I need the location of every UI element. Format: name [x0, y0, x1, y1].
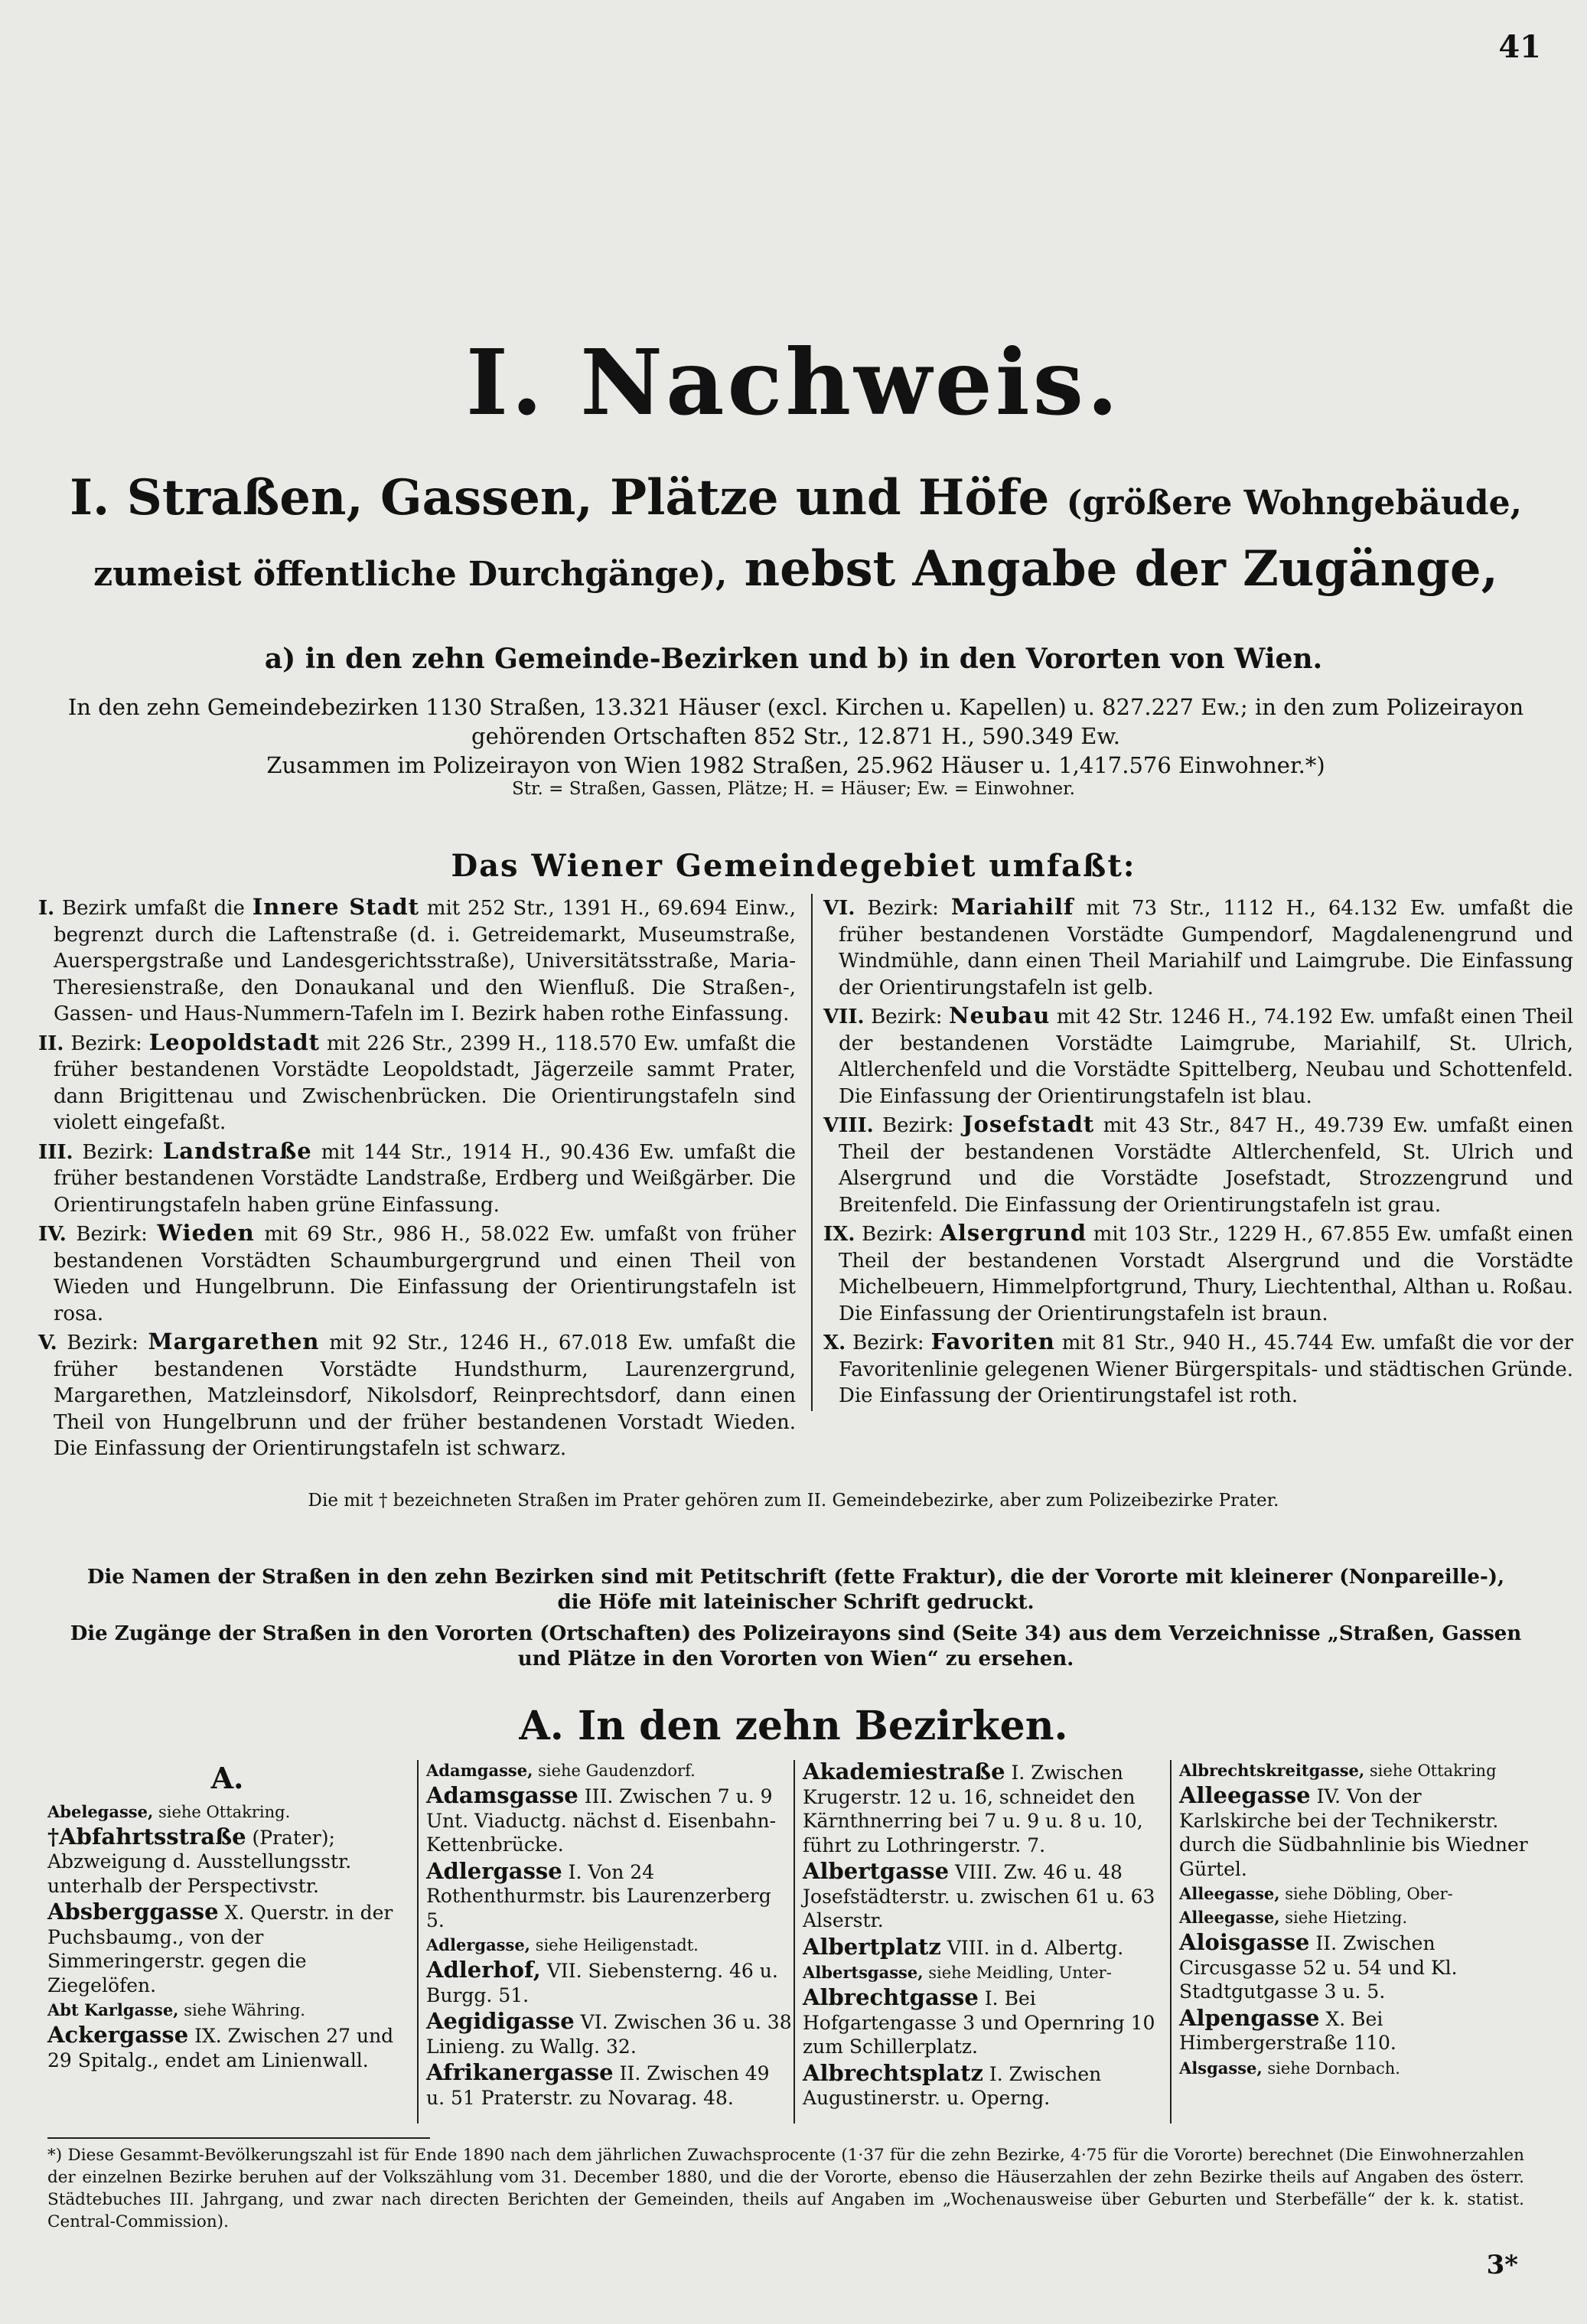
- subtitle-rest: nebst Angabe der Zugänge,: [744, 540, 1498, 598]
- district-description: mit 226 Str., 2399 H., 118.570 Ew. umfaßt die früher bestandenen Vorstädte Leopoldstadt, Jägerzeile sammt Prater, dann Brigittenau und Zwischenbrücken. Die Orientirungstafeln sind violett eingefaßt.: [54, 1032, 796, 1134]
- street-name: Albertplatz: [803, 1933, 941, 1960]
- street-column-4: [1170, 1760, 1539, 2124]
- street-description: siehe Döbling, Ober-: [1285, 1885, 1453, 1903]
- street-description: siehe Währing.: [184, 2001, 305, 2019]
- street-entry: [47, 2023, 407, 2072]
- street-name: Akademiestraße: [803, 1758, 1005, 1785]
- district-name: Margarethen: [148, 1328, 320, 1354]
- street-description: I. Bei Hofgartengasse 3 und Opernring 10 zum Schillerplatz.: [803, 1987, 1155, 2058]
- street-name: Afrikanergasse: [426, 2059, 614, 2085]
- street-description: II. Zwischen 49 u. 51 Praterstr. zu Novarag. 48.: [426, 2062, 770, 2109]
- district-description: mit 144 Str., 1914 H., 90.436 Ew. umfaßt die früher bestandenen Vorstädte Landstraße, Erdberg und Weißgärber. Die Orientirungstafeln haben grüne Einfassung.: [54, 1140, 797, 1217]
- street-name: Alpengasse: [1179, 2004, 1320, 2031]
- subtitle-paren: (größere Wohngebäude, zumeist öffentliche Durchgänge),: [93, 484, 1522, 594]
- district-number: VI.: [823, 897, 855, 920]
- footnote: *) Diese Gesammt-Bevölkerungszahl ist für Ende 1890 nach dem jährlichen Zuwachsprocente (1·37 für die zehn Bezirke, 4·75 für die Vororte) berechnet (Die Einwohnerzahlen der einzelnen Bezirke beruhen auf der Volkszählung vom 31. December 1880, und die der Vororte, ebenso die Häuserzahlen der zehn Bezirke theils auf Angaben des österr. Städtebuches III. Jahrgang, und zwar nach directen Berichten der Gemeinden, theils auf Angaben im „Wochenausweise über Geburten und Sterbefälle“ der k. k. statist. Central-Commission).: [47, 2146, 1524, 2231]
- district-entry: [38, 1138, 796, 1219]
- district-description: mit 92 Str., 1246 H., 67.018 Ew. umfaßt die früher bestandenen Vorstädte Hundsthurm, Laurenzergrund, Margarethen, Matzleinsdorf, Nikolsdorf, Reinprechtsdorf, dann einen Theil von Hungelbrunn und der früher bestandenen Vorstadt Wieden. Die Einfassung der Orientirungstafeln ist schwarz.: [54, 1331, 796, 1460]
- street-entry: [426, 1958, 794, 2007]
- district-name: Landstraße: [162, 1137, 312, 1164]
- district-number: III.: [38, 1140, 73, 1164]
- street-entry: [1179, 1883, 1539, 1905]
- street-name: Adlergasse,: [426, 1935, 530, 1954]
- street-description: VIII. Zw. 46 u. 48 Josefstädterstr. u. zwischen 61 u. 63 Alserstr.: [803, 1861, 1155, 1931]
- district-description: mit 69 Str., 986 H., 58.022 Ew. umfaßt von früher bestandenen Vorstädten Schaumburgergrund und einen Theil von Wieden und Hungelbrunn. Die Einfassung der Orientirungstafeln ist rosa.: [54, 1223, 797, 1325]
- districts-left-column: [38, 894, 796, 1464]
- district-entry: [38, 1029, 796, 1136]
- street-name: Abt Karlgasse,: [47, 2000, 179, 2019]
- district-prefix: Bezirk:: [871, 1006, 943, 1028]
- street-name: Abelegasse,: [47, 1801, 154, 1821]
- street-name: Alleegasse: [1179, 1782, 1311, 1808]
- street-description: I. Von 24 Rothenthurmstr. bis Laurenzerberg 5.: [426, 1860, 771, 1931]
- typography-notes: [69, 1565, 1523, 1678]
- street-entry: [47, 1801, 407, 1823]
- footnote-rule: [47, 2137, 430, 2139]
- street-description: siehe Heiligenstadt.: [535, 1936, 699, 1954]
- street-entry: [47, 2000, 407, 2021]
- street-column-1: [47, 1760, 407, 2124]
- street-column-2: [417, 1760, 794, 2124]
- street-description: II. Zwischen Circusgasse 52 u. 54 und Kl. Stadtgutgasse 3 u. 5.: [1179, 1932, 1458, 2003]
- district-entry: [38, 1220, 796, 1327]
- street-description: X. Querstr. in der Puchsbaumg., von der Simmeringerstr. gegen die Ziegelöfen.: [47, 1902, 393, 1996]
- district-entry: [38, 894, 796, 1028]
- street-entry: [1179, 2006, 1539, 2055]
- street-entry: [803, 2059, 1170, 2111]
- street-entry: [1179, 1931, 1539, 2004]
- street-entry: [426, 1784, 794, 1857]
- abbreviations: Str. = Straßen, Gassen, Plätze; H. = Häuser; Ew. = Einwohner.: [512, 779, 1075, 799]
- street-description: (Prater); Abzweigung d. Ausstellungsstr. unterhalb der Perspectivstr.: [47, 1826, 352, 1897]
- district-number: IV.: [38, 1223, 67, 1246]
- district-prefix: Bezirk:: [76, 1223, 148, 1246]
- district-description: mit 103 Str., 1229 H., 67.855 Ew. umfaßt einen Theil der bestandenen Vorstadt Alsergrund und die Vorstädte Michelbeuern, Himmelpfortgrund, Thury, Liechtenthal, Althan u. Roßau. Die Einfassung der Orientirungstafeln ist braun.: [839, 1223, 1574, 1325]
- district-number: IX.: [823, 1223, 855, 1246]
- district-prefix: Bezirk:: [852, 1331, 924, 1354]
- subtitle: [46, 465, 1546, 608]
- street-entry: [47, 1900, 407, 1997]
- district-name: Josefstadt: [962, 1111, 1095, 1137]
- street-entry: [803, 1962, 1170, 1983]
- street-name: Albrechtsplatz: [803, 2059, 983, 2086]
- street-name: Aloisgasse: [1179, 1929, 1310, 1955]
- page-title: I. Nachweis.: [465, 329, 1122, 435]
- district-entry: [38, 1328, 796, 1462]
- gemeinde-heading: Das Wiener Gemeindegebiet umfaßt:: [451, 848, 1136, 884]
- letter-heading: A.: [210, 1761, 244, 1795]
- district-number: VIII.: [823, 1114, 874, 1137]
- street-entry: [1179, 2058, 1539, 2079]
- street-description: siehe Meidling, Unter-: [928, 1964, 1112, 1982]
- street-name: Alsgasse,: [1179, 2058, 1263, 2078]
- street-entry: [426, 2009, 794, 2058]
- street-entry: [803, 1860, 1170, 1933]
- street-entry: [426, 1934, 794, 1956]
- street-name: Adlerhof,: [426, 1957, 541, 1983]
- district-description: mit 42 Str. 1246 H., 74.192 Ew. umfaßt einen Theil der bestandenen Vorstädte Laimgrube, Mariahilf, St. Ulrich, Altlerchenfeld und die Vorstädte Spittelberg, Neubau und Schottenfeld. Die Einfassung der Orientirungstafeln ist blau.: [839, 1006, 1574, 1108]
- stats-line-1: In den zehn Gemeindebezirken 1130 Straßen, 13.321 Häuser (excl. Kirchen u. Kapellen) u. 827.227 Ew.; in den zum Polizeirayon gehörenden Ortschaften 852 Str., 12.871 H., 590.349 Ew.: [67, 694, 1524, 749]
- street-entry: [426, 1857, 794, 1933]
- district-name: Wieden: [157, 1220, 255, 1246]
- street-entry: [426, 2061, 794, 2110]
- street-column-3: [794, 1760, 1170, 2124]
- street-entry: [426, 1760, 794, 1781]
- street-description: siehe Ottakring: [1369, 1762, 1497, 1780]
- street-name: Albrechtskreitgasse,: [1179, 1761, 1365, 1780]
- district-entry: [823, 1220, 1573, 1327]
- district-prefix: Bezirk umfaßt die: [62, 897, 245, 920]
- street-description: VII. Siebensterng. 46 u. Burgg. 51.: [426, 1960, 778, 2006]
- signature-mark: 3*: [1486, 2250, 1518, 2280]
- note-typography: Die Namen der Straßen in den zehn Bezirken sind mit Petitschrift (fette Fraktur), die der Vororte mit kleinerer (Nonpareille-), die Höfe mit lateinischer Schrift gedruckt.: [86, 1566, 1505, 1614]
- street-entry: [803, 1760, 1170, 1857]
- street-name: Ackergasse: [47, 2022, 189, 2048]
- district-description: mit 252 Str., 1391 H., 69.694 Einw., begrenzt durch die Laftenstraße (d. i. Getreidemarkt, Museumstraße, Auerspergstraße und Landesgerichtsstraße), Universitätsstraße, Maria-Theresienstraße, den Donaukanal und den Wienfluß. Die Straßen-, Gassen- und Haus-Nummern-Tafeln im I. Bezirk haben rothe Einfassung.: [54, 897, 796, 1025]
- street-name: Alleegasse,: [1179, 1884, 1280, 1903]
- street-entry: [803, 1986, 1170, 2059]
- street-name: Adlergasse: [426, 1857, 562, 1884]
- district-prefix: Bezirk:: [70, 1032, 142, 1055]
- district-prefix: Bezirk:: [867, 897, 939, 920]
- street-name: Albertsgasse,: [803, 1963, 924, 1982]
- street-description: VIII. in d. Albertg.: [947, 1936, 1124, 1959]
- district-prefix: Bezirk:: [82, 1140, 154, 1164]
- note-vororte: Die Zugänge der Straßen in den Vororten (Ortschaften) des Polizeirayons sind (Seite 34) aus dem Verzeichnisse „Straßen, Gassen und Plätze in den Vororten von Wien“ zu ersehen.: [70, 1622, 1522, 1670]
- street-entry: [1179, 1907, 1539, 1928]
- district-number: VII.: [823, 1006, 865, 1028]
- street-entry: [1179, 1760, 1539, 1781]
- district-name: Leopoldstadt: [148, 1028, 321, 1055]
- street-description: siehe Hietzing.: [1285, 1908, 1408, 1927]
- street-entry: [47, 1825, 407, 1899]
- street-description: X. Bei Himbergerstraße 110.: [1179, 2007, 1396, 2054]
- subtitle-main: I. Straßen, Gassen, Plätze und Höfe: [70, 469, 1050, 526]
- page-number-top: 41: [1498, 29, 1541, 65]
- district-description: mit 43 Str., 847 H., 49.739 Ew. umfaßt einen Theil der bestandenen Vorstädte Altlerchenfeld, St. Ulrich und Alsergrund und die Vorstädte Josefstadt, Strozzengrund und Breitenfeld. Die Einfassung der Orientirungstafeln ist grau.: [839, 1114, 1574, 1217]
- street-description: I. Zwischen Augustinerstr. u. Operng.: [803, 2062, 1102, 2109]
- section-heading: A. In den zehn Bezirken.: [519, 1703, 1068, 1749]
- street-name: Aegidigasse: [426, 2008, 575, 2034]
- street-description: III. Zwischen 7 u. 9 Unt. Viaductg. nächst d. Eisenbahn-Kettenbrücke.: [426, 1785, 777, 1856]
- population-stats: [46, 693, 1546, 780]
- street-entry: [1179, 1784, 1539, 1881]
- street-description: siehe Gaudenzdorf.: [538, 1762, 696, 1780]
- district-entry: [823, 1328, 1573, 1410]
- district-entry: [823, 894, 1573, 1001]
- street-name: Absberggasse: [47, 1899, 219, 1925]
- street-name: †Abfahrtsstraße: [47, 1823, 246, 1850]
- street-description: IX. Zwischen 27 und 29 Spitalg., endet am Linienwall.: [47, 2025, 394, 2071]
- district-entry: [823, 1002, 1573, 1110]
- scope-line: a) in den zehn Gemeinde-Bezirken und b) in den Vororten von Wien.: [264, 643, 1323, 675]
- district-prefix: Bezirk:: [862, 1223, 934, 1246]
- district-number: II.: [38, 1032, 64, 1055]
- prater-note: Die mit † bezeichneten Straßen im Prater gehören zum II. Gemeindebezirke, aber zum Polizeibezirke Prater.: [308, 1491, 1279, 1511]
- district-number: I.: [38, 897, 55, 920]
- street-description: siehe Ottakring.: [158, 1802, 291, 1821]
- street-name: Alleegasse,: [1179, 1908, 1280, 1927]
- district-name: Alsergrund: [940, 1220, 1087, 1246]
- street-description: siehe Dornbach.: [1267, 2058, 1400, 2078]
- street-description: IV. Von der Karlskirche bei der Technikerstr. durch die Südbahnlinie bis Wiedner Gürtel.: [1179, 1785, 1528, 1880]
- district-prefix: Bezirk:: [67, 1331, 138, 1354]
- district-name: Neubau: [949, 1002, 1051, 1028]
- street-name: Adamgasse,: [426, 1761, 533, 1780]
- street-name: Albrechtgasse: [803, 1984, 979, 2010]
- district-name: Innere Stadt: [252, 894, 420, 920]
- street-description: I. Zwischen Krugerstr. 12 u. 16, schneidet den Kärnthnerring bei 7 u. 9 u. 8 u. 10, führt zu Lothringerstr. 7.: [803, 1762, 1143, 1856]
- district-prefix: Bezirk:: [882, 1114, 954, 1137]
- stats-line-2: Zusammen im Polizeirayon von Wien 1982 Straßen, 25.962 Häuser u. 1,417.576 Einwohner.*): [266, 752, 1325, 778]
- district-description: mit 81 Str., 940 H., 45.744 Ew. umfaßt die vor der Favoritenlinie gelegenen Wiener Bürgerspitals- und städtischen Gründe. Die Einfassung der Orientirungstafel ist roth.: [839, 1331, 1574, 1407]
- district-number: V.: [38, 1331, 57, 1354]
- district-entry: [823, 1111, 1573, 1218]
- street-description: VI. Zwischen 36 u. 38 Linieng. zu Wallg. 32.: [426, 2011, 792, 2058]
- street-name: Adamsgasse: [426, 1782, 578, 1808]
- street-name: Albertgasse: [803, 1858, 950, 1884]
- district-name: Favoriten: [930, 1328, 1055, 1354]
- district-description: mit 73 Str., 1112 H., 64.132 Ew. umfaßt die früher bestandenen Vorstädte Gumpendorf, Magdalenengrund und Windmühle, dann einen Theil Mariahilf und Laimgrube. Die Einfassung der Orientirungstafeln ist gelb.: [839, 897, 1574, 999]
- district-number: X.: [823, 1331, 846, 1354]
- district-name: Mariahilf: [950, 894, 1074, 920]
- districts-right-column: [811, 894, 1573, 1411]
- street-entry: [803, 1935, 1170, 1961]
